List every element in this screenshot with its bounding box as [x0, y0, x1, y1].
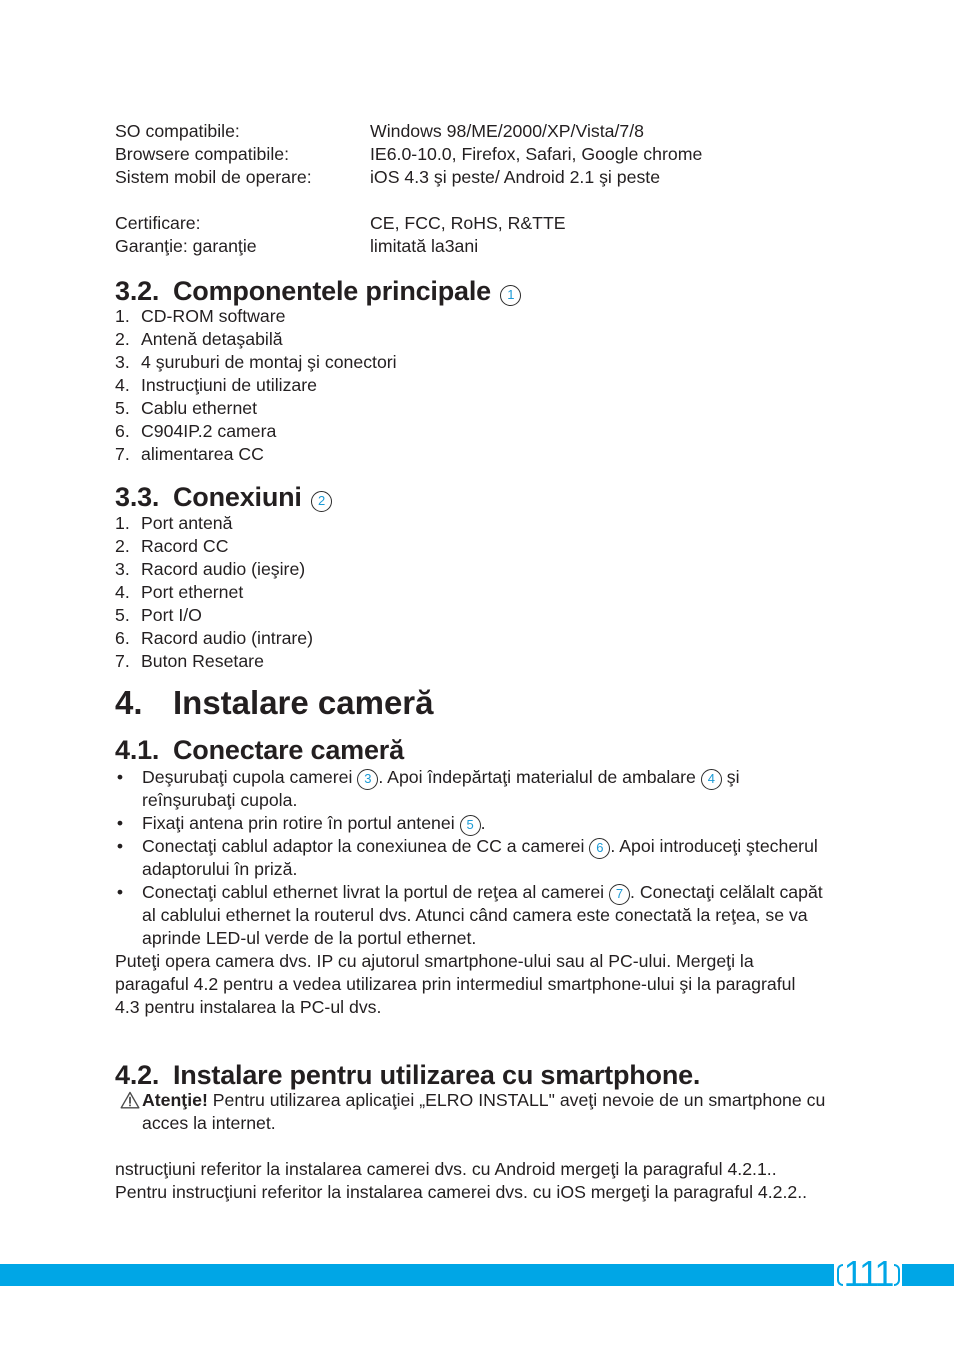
instructions-body [115, 766, 823, 1019]
warning-text: Pentru utilizarea aplicaţiei „ELRO INSTALL" aveţi nevoie de un smartphone cu [207, 1090, 826, 1110]
list-item-text: Port antenă [141, 513, 233, 533]
section-title: Componentele principale [173, 276, 491, 306]
list-item [115, 650, 313, 673]
bullet-symbol: • [116, 882, 124, 902]
warning-label: Atenţie! [142, 1090, 208, 1110]
callout-badge: 2 [311, 491, 332, 512]
bullet-symbol: • [116, 836, 124, 856]
spec-label: Browsere compatibile: [115, 144, 289, 164]
list-item-text: C904IP.2 camera [141, 421, 277, 441]
section-heading-4-1 [115, 735, 404, 765]
spec-row [115, 166, 702, 189]
list-item [115, 512, 313, 535]
paragraph-line: Puteţi opera camera dvs. IP cu ajutorul smartphone-ului sau al PC-ului. Mergeţi la [115, 951, 754, 971]
list-number: 1. [115, 306, 130, 326]
list-number: 3. [115, 559, 130, 579]
section-heading-3-3 [115, 482, 332, 512]
bullet-symbol: • [116, 813, 124, 833]
list-item-text: CD-ROM software [141, 306, 286, 326]
list-item [115, 351, 397, 374]
list-item [115, 443, 397, 466]
component-list [115, 305, 397, 466]
callout-badge: 6 [589, 838, 610, 859]
bullet-item [115, 881, 823, 904]
callout-badge: 3 [357, 769, 378, 790]
callout-badge: 4 [701, 769, 722, 790]
spec-row [115, 143, 702, 166]
bullet-item [115, 766, 823, 789]
list-item [115, 420, 397, 443]
chapter-heading-4 [115, 683, 434, 723]
bullet-text: Deşurubaţi cupola camerei [142, 767, 358, 787]
connection-list [115, 512, 313, 673]
paragraph-line: paragaful 4.2 pentru a vedea utilizarea prin intermediul smartphone-ului şi la paragraful [115, 974, 796, 994]
bullet-text: . Apoi introduceţi ştecherul [610, 836, 818, 856]
warning-icon [120, 1091, 140, 1109]
list-item [115, 328, 397, 351]
section-number: 3.2. [115, 276, 160, 306]
list-item-text: Buton Resetare [141, 651, 264, 671]
spec-value: limitată la3ani [370, 236, 479, 256]
section-number: 3.3. [115, 482, 160, 512]
list-item [115, 627, 313, 650]
bullet-text: Fixaţi antena prin rotire în portul antenei [142, 813, 460, 833]
list-item [115, 374, 397, 397]
chapter-title: Instalare cameră [173, 684, 434, 721]
footer-bar-left [0, 1264, 834, 1286]
bullet-text: Conectaţi cablul ethernet livrat la portul de reţea al camerei [142, 882, 610, 902]
bullet-continuation: al cablului ethernet la routerul dvs. Atunci când camera este conectată la reţea, se va [142, 905, 808, 925]
list-item-text: Port ethernet [141, 582, 244, 602]
list-number: 7. [115, 444, 130, 464]
spec-value: iOS 4.3 şi peste/ Android 2.1 şi peste [370, 167, 661, 187]
footer-bar [0, 1253, 954, 1294]
spec-row [115, 235, 702, 258]
chapter-number: 4. [115, 684, 143, 721]
paragraph-line: nstrucţiuni referitor la instalarea camerei dvs. cu Android mergeţi la paragraful 4.2.1.. [115, 1159, 777, 1179]
spec-value: CE, FCC, RoHS, R&TTE [370, 213, 566, 233]
list-item-text: Cablu ethernet [141, 398, 258, 418]
paragraph-line: Pentru instrucţiuni referitor la instalarea camerei dvs. cu iOS mergeţi la paragraful 4.2.2.. [115, 1182, 808, 1202]
spacer [115, 1135, 825, 1158]
section-heading-4-2 [115, 1060, 700, 1090]
list-item-text: Port I/O [141, 605, 202, 625]
list-item-text: Antenă detaşabilă [141, 329, 283, 349]
bullet-item [115, 812, 823, 835]
list-item [115, 581, 313, 604]
spec-row [115, 120, 702, 143]
bullet-symbol: • [116, 767, 124, 787]
spec-label: Garanţie: garanţie [115, 236, 257, 256]
bullet-continuation: reînşurubaţi cupola. [142, 790, 298, 810]
page-number-bracket-right [894, 1264, 900, 1286]
bullet-continuation: adaptorului în priză. [142, 859, 298, 879]
list-number: 4. [115, 375, 130, 395]
spec-label: Certificare: [115, 213, 201, 233]
section-title: Conectare cameră [173, 735, 404, 765]
list-item-text: alimentarea CC [141, 444, 264, 464]
list-number: 6. [115, 628, 130, 648]
section-title: Conexiuni [173, 482, 302, 512]
warning-note [115, 1089, 825, 1112]
list-item [115, 558, 313, 581]
list-item [115, 397, 397, 420]
footer-bar-right [902, 1264, 954, 1286]
callout-badge: 7 [609, 884, 630, 905]
section-title: Instalare pentru utilizarea cu smartphone. [173, 1060, 701, 1090]
list-number: 7. [115, 651, 130, 671]
bullet-text: şi [721, 767, 740, 787]
list-item-text: Instrucţiuni de utilizare [141, 375, 317, 395]
list-number: 5. [115, 605, 130, 625]
list-item-text: Racord CC [141, 536, 229, 556]
warning-continuation: acces la internet. [142, 1113, 276, 1133]
bullet-text: Conectaţi cablul adaptor la conexiunea de CC a camerei [142, 836, 590, 856]
callout-badge: 1 [500, 285, 521, 306]
list-item-text: 4 şuruburi de montaj şi conectori [141, 352, 397, 372]
smartphone-notes [115, 1089, 825, 1204]
list-item-text: Racord audio (intrare) [141, 628, 314, 648]
callout-badge: 5 [460, 815, 481, 836]
list-number: 3. [115, 352, 130, 372]
list-number: 6. [115, 421, 130, 441]
section-heading-3-2 [115, 276, 521, 306]
list-item [115, 305, 397, 328]
bullet-item [115, 835, 823, 858]
list-number: 5. [115, 398, 130, 418]
bullet-continuation: aprinde LED-ul verde de la portul ethernet. [142, 928, 477, 948]
bullet-text: . [480, 813, 486, 833]
list-item-text: Racord audio (ieşire) [141, 559, 306, 579]
list-number: 2. [115, 536, 130, 556]
spec-table [115, 120, 702, 258]
bullet-text: . Apoi îndepărtaţi materialul de ambalare [378, 767, 701, 787]
list-number: 4. [115, 582, 130, 602]
spec-row [115, 212, 702, 235]
list-number: 1. [115, 513, 130, 533]
list-number: 2. [115, 329, 130, 349]
list-item [115, 604, 313, 627]
paragraph-line: 4.3 pentru instalarea la PC-ul dvs. [115, 997, 382, 1017]
spec-value: IE6.0-10.0, Firefox, Safari, Google chrome [370, 144, 703, 164]
spacer [115, 189, 702, 212]
spec-label: SO compatibile: [115, 121, 240, 141]
section-number: 4.2. [115, 1060, 160, 1090]
page-number: 111 [843, 1253, 893, 1294]
list-item [115, 535, 313, 558]
spec-label: Sistem mobil de operare: [115, 167, 312, 187]
section-number: 4.1. [115, 735, 160, 765]
bullet-text: . Conectaţi celălalt capăt [630, 882, 823, 902]
spec-value: Windows 98/ME/2000/XP/Vista/7/8 [370, 121, 644, 141]
